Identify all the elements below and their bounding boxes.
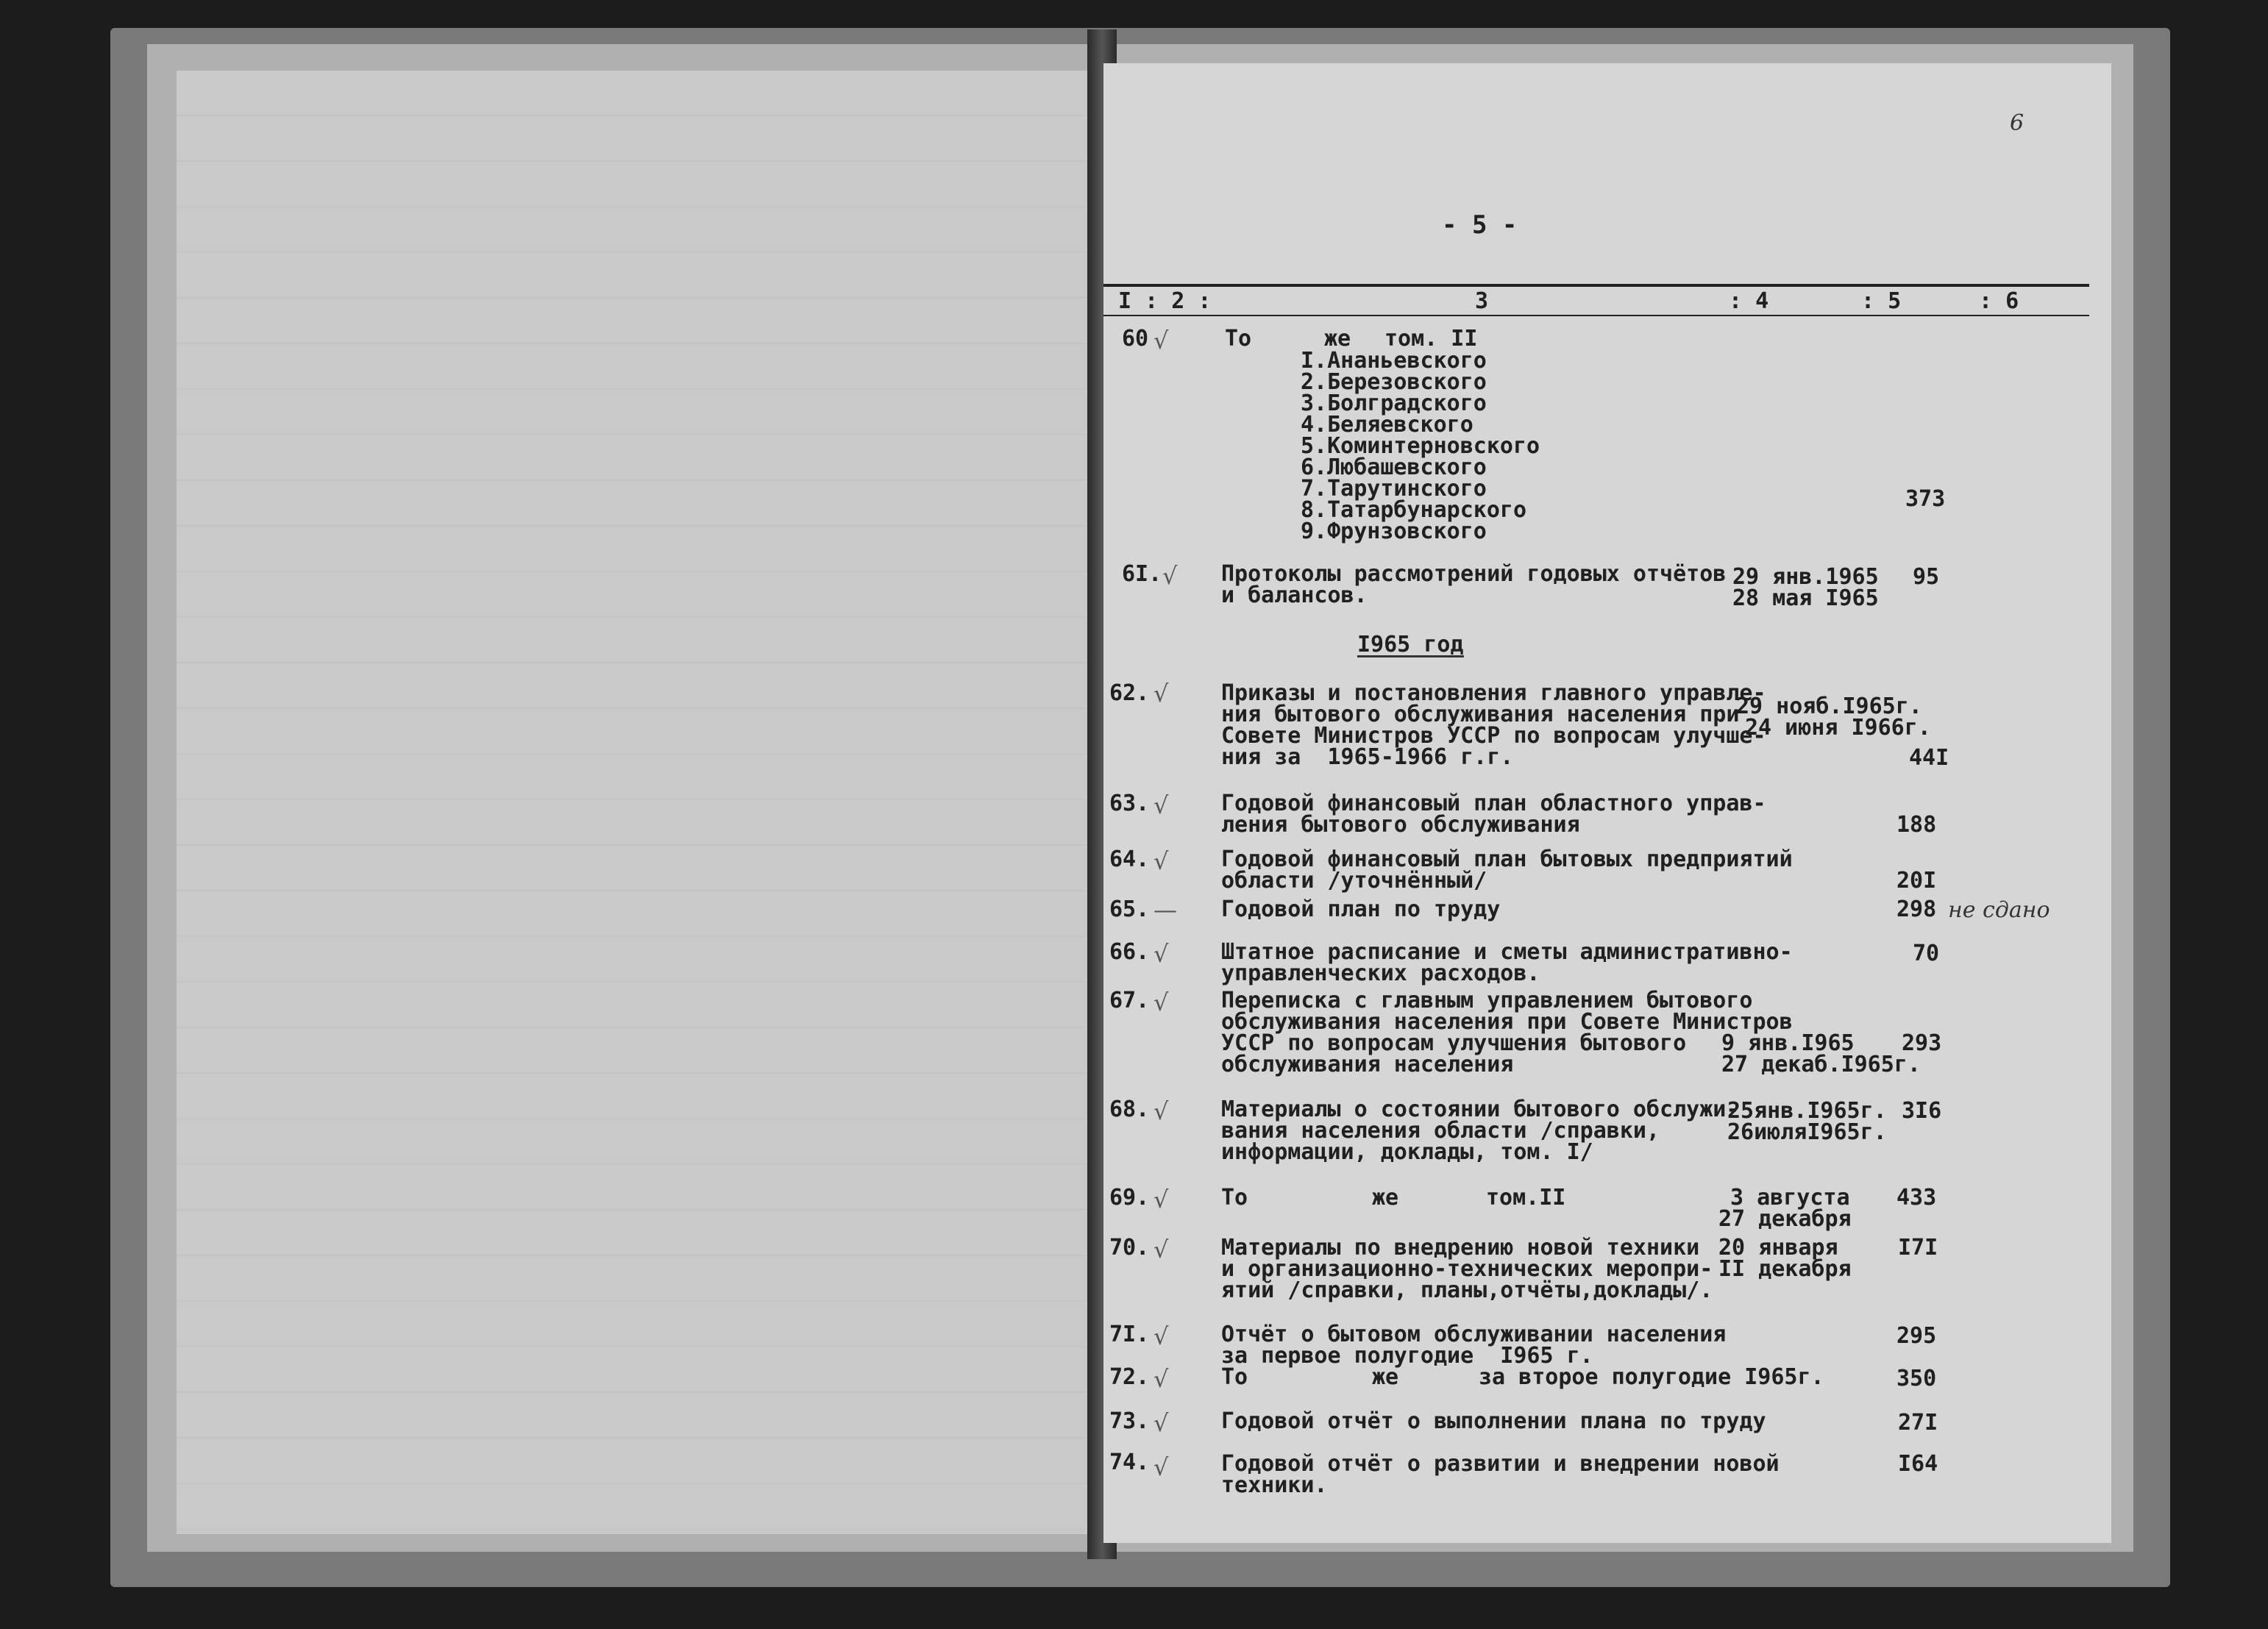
header-col5: : 5 [1861,288,1902,314]
right-page: 6 - 5 - I : 2 : 3 : 4 : 5 : 6 60 √ То же том. II I.Ананьевского 2.Березовского 3.Болградского 4.Беляевского 5.Коминтерновского 6.Любашевского 7.Тарутинского 8.Татарбунарского 9.Фрунзовского 373 6I. √ Протоколы рассмотрений годовых отчётов и балансов. 29 янв.1965 28 мая I965 95 I965 год 62. √ Приказы и постановления главного управле- ния бытового обслуживания населения при Совете Министров УССР по вопросам улучше- ния за 1965-1966 г.г. 29 нояб.I965г. 24 июня I966г. 44I 63. √ Годовой финансовый план областного управ- ления бытового обслуживания 188 64. √ Годовой финансовый план бытовых предприятий области /уточнённый/ 20I 65. — Годовой план по труду 298 не сдано 66. √ Штатное расписание и сметы административно- управленческих расходов. 70 67. √ Переписка с главным управлением бытового обслуживания населения при Совете Министров УССР по вопросам улучшения бытового обслуживания населения 9 янв.I965 27 декаб.I965г. 293 68. √ Материалы о состоянии бытового обслужи- вания населения области /справки, информации, доклады, том. I/ 25янв.I965г. 26июляI965г. 3I6 69. √ То же том.II 3 августа 27 декабря 433 70. √ Материалы по внедрению новой техники и организационно-технических меропри- ятий /справки, планы,отчёты,доклады/. 20 января II декабря I7I 7I. √ Отчёт о бытовом обслуживании населения за первое полугодие I965 г. 295 72. √ То же за второе полугодие I965г. 350 73. √ Годовой отчёт о выполнении плана по труду 27I 74. √ Годовой отчёт о развитии и внедрении новой техники. I64 [1103,63,2111,1543]
list-item: 3.Болградского [1301,391,1487,416]
list-item: 2.Березовского [1301,369,1487,395]
year-heading: I965 год [1357,632,1464,657]
list-item: 9.Фрунзовского [1301,518,1487,544]
check-mark: √ [1153,327,1169,354]
header-col4: : 4 [1729,288,1769,314]
header-rule-bottom [1103,315,2089,316]
header-col1-2: I : 2 : [1118,288,1212,314]
handwritten-note: не сдано [1948,897,2050,923]
list-item: 7.Тарутинского [1301,476,1487,502]
left-page-blank [177,71,1096,1534]
header-col3: 3 [1475,288,1489,314]
list-item: 5.Коминтерновского [1301,433,1540,459]
page-number: - 5 - [1442,210,1518,240]
header-rule [1103,284,2089,287]
list-item: 4.Беляевского [1301,412,1474,438]
list-item: 6.Любашевского [1301,455,1487,480]
corner-page-mark: 6 [2010,110,2025,136]
list-item: 8.Татарбунарского [1301,497,1527,523]
list-item: I.Ананьевского [1301,348,1487,374]
header-col6: : 6 [1979,288,2019,314]
